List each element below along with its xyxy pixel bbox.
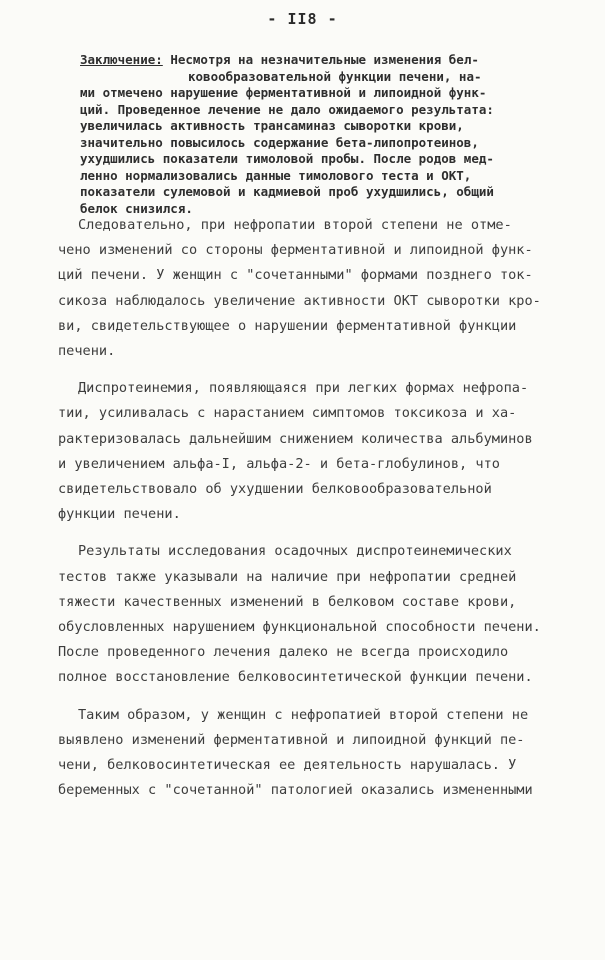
text-line: Таким образом, у женщин с нефропатией второй степени не [78,706,529,723]
conclusion-line: ковообразовательной функции печени, на- [188,68,482,84]
text-line: ций печени. У женщин с "сочетанными" формами позднего ток- [58,267,533,284]
conclusion-line: увеличилась активность трансаминаз сыворотки крови, [80,118,464,133]
text-line: Следовательно, при нефропатии второй степени не отме- [78,217,512,233]
text-line: тестов также указывали на наличие при нефропатии средней [58,568,517,585]
paragraph [58,213,588,364]
text-line: выявлено изменений ферментативной и липоидной функций пе- [58,731,525,748]
conclusion-line: значительно повысилось содержание бета-липопротеинов, [80,134,479,150]
conclusion-line [80,52,580,69]
paragraph [58,376,588,527]
text-line: После проведенного лечения далеко не всегда происходило [58,644,509,661]
text-line: тии, усиливалась с нарастанием симптомов токсикоза и ха- [58,405,517,422]
conclusion-line: ми отмечено нарушение ферментативной и липоидной функ- [80,85,487,100]
conclusion-line: показатели сулемовой и кадмиевой проб ухудшились, общий [80,184,494,199]
conclusion-line: ленно нормализовались данные тимолового теста и ОКТ, [80,167,472,183]
paragraph [58,703,588,804]
conclusion-line: белок снизился. [80,200,193,216]
body-text [58,213,588,815]
text-line: ви, свидетельствующее о нарушении ферментативной функции [58,317,517,334]
page-number: - II8 - [267,10,338,28]
text-line: Результаты исследования осадочных диспротеинемических [78,543,512,560]
conclusion-line: ухудшились показатели тимоловой пробы. После родов мед- [80,151,494,166]
conclusion-label: Заключение: [80,52,163,67]
text-line: рактеризовалась дальнейшим снижением количества альбуминов [58,430,533,447]
text-line: обусловленных нарушением функциональной способности печени. [58,619,541,636]
text-line: функции печени. [58,506,181,523]
text-line: беременных с "сочетанной" патологией оказались измененными [58,782,533,799]
conclusion-line-text: Несмотря на незначительные изменения бел- [162,52,479,67]
text-line: сикоза наблюдалось увеличение активности ОКТ сыворотки кро- [58,292,541,309]
text-line: свидетельствовало об ухудшении белковообразовательной [58,481,492,498]
text-line: чени, белковосинтетическая ее деятельность нарушалась. У [58,757,517,774]
text-line: полное восстановление белковосинтетической функции печени. [58,669,533,686]
paragraph [58,539,588,690]
text-line: тяжести качественных изменений в белковом составе крови, [58,593,517,610]
text-line: чено изменений со стороны ферментативной и липоидной функ- [58,242,533,259]
text-line: печени. [58,343,116,360]
conclusion-line: ций. Проведенное лечение не дало ожидаемого результата: [80,101,494,117]
text-line: Диспротеинемия, появляющаяся при легких формах нефропа- [78,380,529,397]
conclusion-block [80,52,580,217]
text-line: и увеличением альфа-I, альфа-2- и бета-глобулинов, что [58,455,500,472]
